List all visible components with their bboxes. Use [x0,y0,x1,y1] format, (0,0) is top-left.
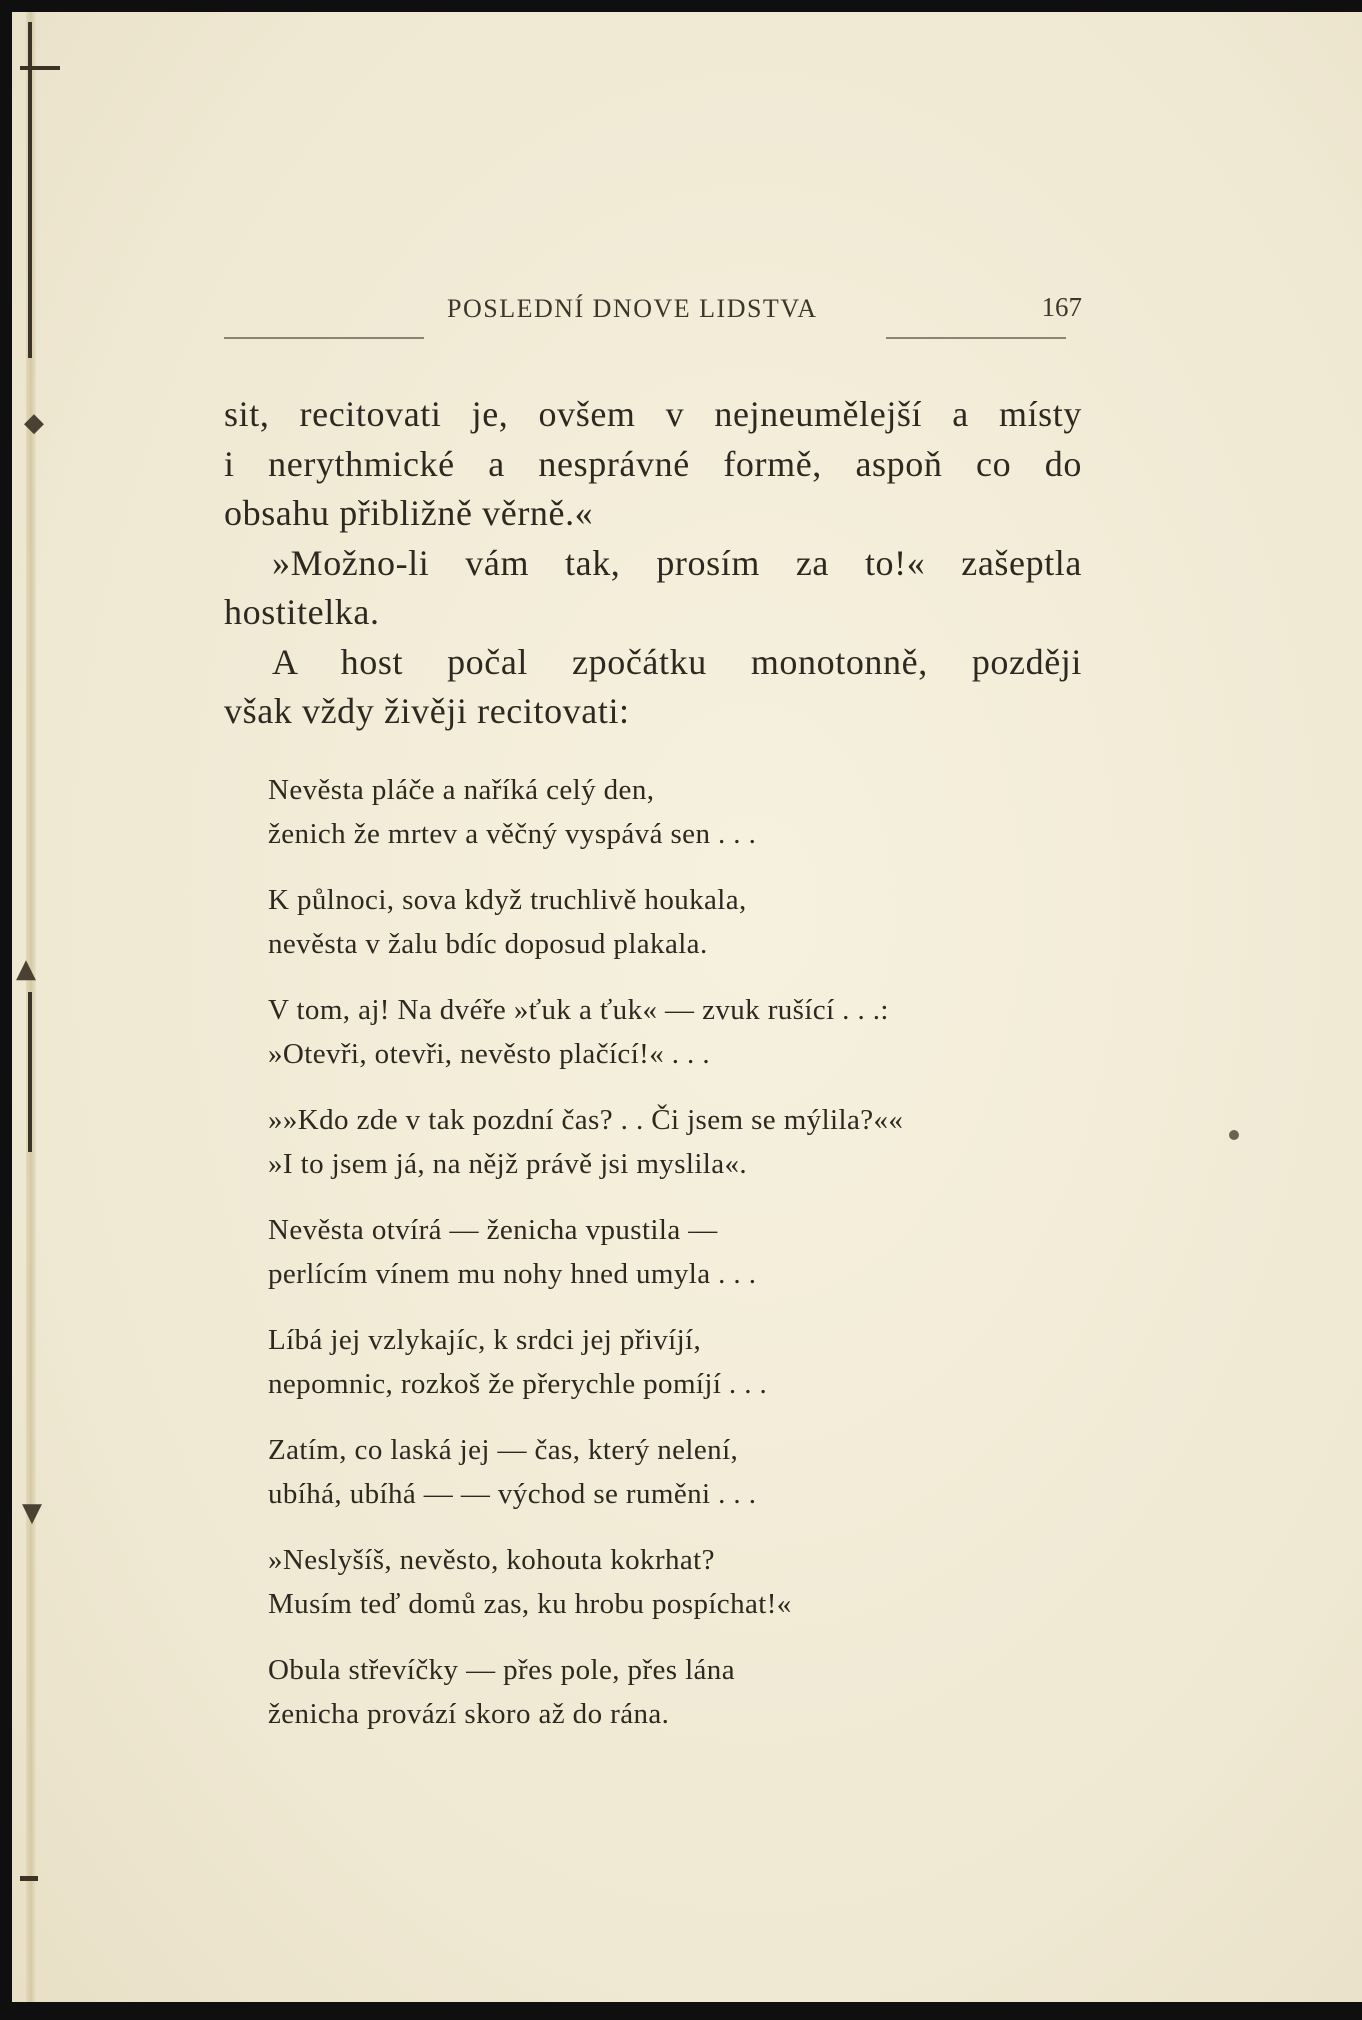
poem-stanza [268,1318,1028,1406]
margin-tick [20,1876,38,1881]
book-page [12,12,1362,2002]
verse-line: ubíhá, ubíhá — — východ se ruměni . . . [268,1478,757,1510]
poem-stanza [268,878,1028,966]
margin-arrow-icon: ▲ [16,954,36,984]
poem-stanza [268,1538,1028,1626]
poem-stanza [268,768,1028,856]
verse-line: Nevěsta pláče a naříká celý den, [268,774,655,806]
verse-line: »»Kdo zde v tak pozdní čas? . . Či jsem se mýlila?«« [268,1104,904,1136]
verse-line: nepomnic, rozkoš že přerychle pomíjí . . . [268,1368,768,1400]
prose-line: i nerythmické a nesprávné formě, aspoň co do [224,443,1082,484]
prose-body [224,390,1082,737]
running-head [212,294,1082,344]
poem [268,768,1028,1758]
verse-line: V tom, aj! Na dvéře »ťuk a ťuk« — zvuk rušící . . .: [268,994,889,1026]
margin-tick [28,22,32,358]
page-number: 167 [1041,292,1082,322]
margin-arrow-icon: ▼ [22,1498,42,1528]
poem-stanza [268,1648,1028,1736]
poem-stanza [268,1208,1028,1296]
poem-stanza [268,1098,1028,1186]
poem-stanza [268,988,1028,1076]
margin-tick [28,992,32,1152]
verse-line: K půlnoci, sova když truchlivě houkala, [268,884,747,916]
verse-line: Nevěsta otvírá — ženicha vpustila — [268,1214,718,1246]
header-rule-left [224,337,424,339]
verse-line: »I to jsem já, na nějž právě jsi myslila«. [268,1148,748,1180]
margin-tick [20,66,60,70]
verse-line: Musím teď domů zas, ku hrobu pospíchat!« [268,1588,792,1620]
running-head-title: POSLEDNÍ DNOVE LIDSTVA [447,294,818,323]
prose-line: A host počal zpočátku monotonně, později [272,641,1082,682]
verse-line: »Neslyšíš, nevěsto, kohouta kokrhat? [268,1544,715,1576]
verse-line: Obula střevíčky — přes pole, přes lána [268,1654,735,1686]
poem-stanza [268,1428,1028,1516]
header-rule-right [886,337,1066,339]
prose-line: hostitelka. [224,592,380,632]
margin-arrow-icon: ◆ [24,408,44,438]
prose-line: však vždy živěji recitovati: [224,691,630,731]
paper-speck [1229,1130,1239,1140]
prose-line: sit, recitovati je, ovšem v nejneumělejší a místy [224,394,1082,434]
prose-line: »Možno-li vám tak, prosím za to!« zašeptla [272,542,1082,583]
verse-line: ženicha provází skoro až do rána. [268,1698,670,1730]
verse-line: ženich že mrtev a věčný vyspává sen . . . [268,818,757,850]
prose-line: obsahu přibližně věrně.« [224,493,594,533]
verse-line: »Otevři, otevři, nevěsto plačící!« . . . [268,1038,711,1070]
verse-line: Líbá jej vzlykajíc, k srdci jej přivíjí, [268,1324,702,1356]
verse-line: perlícím vínem mu nohy hned umyla . . . [268,1258,757,1290]
verse-line: Zatím, co laská jej — čas, který nelení, [268,1434,739,1466]
verse-line: nevěsta v žalu bdíc doposud plakala. [268,928,708,960]
